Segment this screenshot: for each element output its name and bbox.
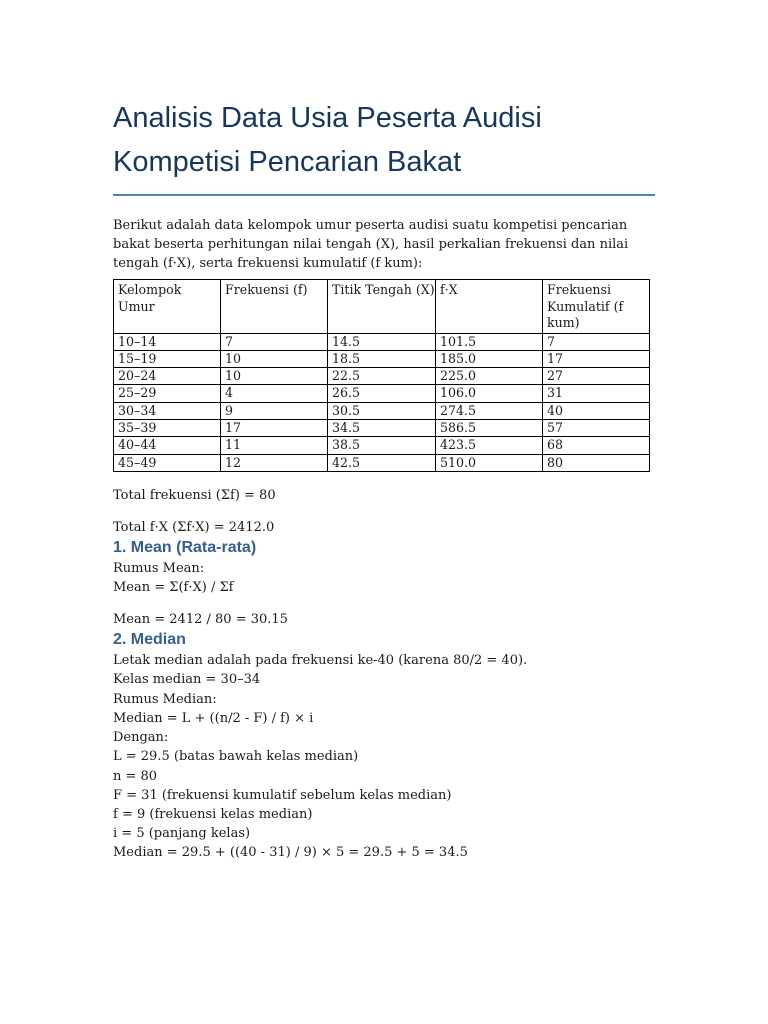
cell-fx: 423.5 <box>436 437 543 454</box>
cell-fkum: 40 <box>543 402 650 419</box>
section-heading-median: 2. Median <box>113 631 186 649</box>
cell-fx: 586.5 <box>436 419 543 436</box>
median-line: L = 29.5 (batas bawah kelas median) <box>113 749 359 765</box>
document-title: Analisis Data Usia Peserta Audisi Kompetisi Pencarian Bakat <box>113 102 542 178</box>
cell-frekuensi: 4 <box>221 385 328 402</box>
median-line: Rumus Median: <box>113 691 217 707</box>
cell-titik-tengah: 38.5 <box>328 437 436 454</box>
cell-fkum: 68 <box>543 437 650 454</box>
cell-fx: 274.5 <box>436 402 543 419</box>
median-line: F = 31 (frekuensi kumulatif sebelum kelas median) <box>113 787 452 803</box>
header-frekuensi: Frekuensi (f) <box>221 280 328 334</box>
cell-fx: 101.5 <box>436 333 543 350</box>
cell-titik-tengah: 18.5 <box>328 350 436 367</box>
section-heading-mean: 1. Mean (Rata-rata) <box>113 538 257 556</box>
cell-frekuensi: 10 <box>221 368 328 385</box>
cell-fkum: 57 <box>543 419 650 436</box>
cell-fx: 225.0 <box>436 368 543 385</box>
cell-fkum: 27 <box>543 368 650 385</box>
cell-frekuensi: 12 <box>221 454 328 471</box>
header-kelompok-umur: Kelompok Umur <box>114 280 221 334</box>
mean-line: Rumus Mean: <box>113 560 205 576</box>
title-underline <box>113 194 655 196</box>
table-row <box>114 385 650 402</box>
median-block <box>113 651 655 862</box>
cell-titik-tengah: 34.5 <box>328 419 436 436</box>
cell-titik-tengah: 14.5 <box>328 333 436 350</box>
cell-frekuensi: 10 <box>221 350 328 367</box>
median-line: Kelas median = 30–34 <box>113 672 261 688</box>
cell-kelompok: 45–49 <box>114 454 221 471</box>
header-frekuensi-kumulatif: Frekuensi Kumulatif (f kum) <box>543 280 650 334</box>
cell-titik-tengah: 42.5 <box>328 454 436 471</box>
cell-titik-tengah: 30.5 <box>328 402 436 419</box>
cell-kelompok: 30–34 <box>114 402 221 419</box>
header-titik-tengah: Titik Tengah (X) <box>328 280 436 334</box>
cell-fx: 106.0 <box>436 385 543 402</box>
total-fx: Total f·X (Σf·X) = 2412.0 <box>113 519 275 535</box>
cell-fx: 510.0 <box>436 454 543 471</box>
cell-frekuensi: 11 <box>221 437 328 454</box>
cell-kelompok: 35–39 <box>114 419 221 436</box>
cell-frekuensi: 7 <box>221 333 328 350</box>
table-row <box>114 419 650 436</box>
cell-kelompok: 20–24 <box>114 368 221 385</box>
cell-kelompok: 15–19 <box>114 350 221 367</box>
table-row <box>114 402 650 419</box>
table-header-row <box>114 280 650 334</box>
cell-kelompok: 25–29 <box>114 385 221 402</box>
total-frekuensi: Total frekuensi (Σf) = 80 <box>113 487 276 503</box>
cell-frekuensi: 17 <box>221 419 328 436</box>
cell-titik-tengah: 26.5 <box>328 385 436 402</box>
header-fx: f·X <box>436 280 543 334</box>
mean-formula-block <box>113 559 655 597</box>
cell-fx: 185.0 <box>436 350 543 367</box>
cell-titik-tengah: 22.5 <box>328 368 436 385</box>
median-line: n = 80 <box>113 768 158 784</box>
intro-paragraph: Berikut adalah data kelompok umur peserta audisi suatu kompetisi pencarian bakat beserta perhitungan nilai tengah (X), hasil perkalian frekuensi dan nilai tengah (f·X), serta frekuensi kumulatif (f kum): <box>113 218 629 271</box>
cell-fkum: 80 <box>543 454 650 471</box>
table-row <box>114 368 650 385</box>
cell-frekuensi: 9 <box>221 402 328 419</box>
median-line: Median = L + ((n/2 - F) / f) × i <box>113 710 314 726</box>
table-row <box>114 350 650 367</box>
cell-fkum: 17 <box>543 350 650 367</box>
median-line: Median = 29.5 + ((40 - 31) / 9) × 5 = 29.5 + 5 = 34.5 <box>113 845 468 861</box>
cell-kelompok: 10–14 <box>114 333 221 350</box>
table-row <box>114 437 650 454</box>
median-line: i = 5 (panjang kelas) <box>113 826 251 842</box>
mean-line: Mean = Σ(f·X) / Σf <box>113 580 234 596</box>
median-line: f = 9 (frekuensi kelas median) <box>113 806 313 822</box>
cell-kelompok: 40–44 <box>114 437 221 454</box>
mean-result: Mean = 2412 / 80 = 30.15 <box>113 612 288 628</box>
age-frequency-table <box>113 279 650 472</box>
median-line: Dengan: <box>113 730 169 746</box>
document-body <box>113 96 655 863</box>
table-row <box>114 333 650 350</box>
cell-fkum: 7 <box>543 333 650 350</box>
table-row <box>114 454 650 471</box>
median-line: Letak median adalah pada frekuensi ke-40 (karena 80/2 = 40). <box>113 653 528 669</box>
cell-fkum: 31 <box>543 385 650 402</box>
